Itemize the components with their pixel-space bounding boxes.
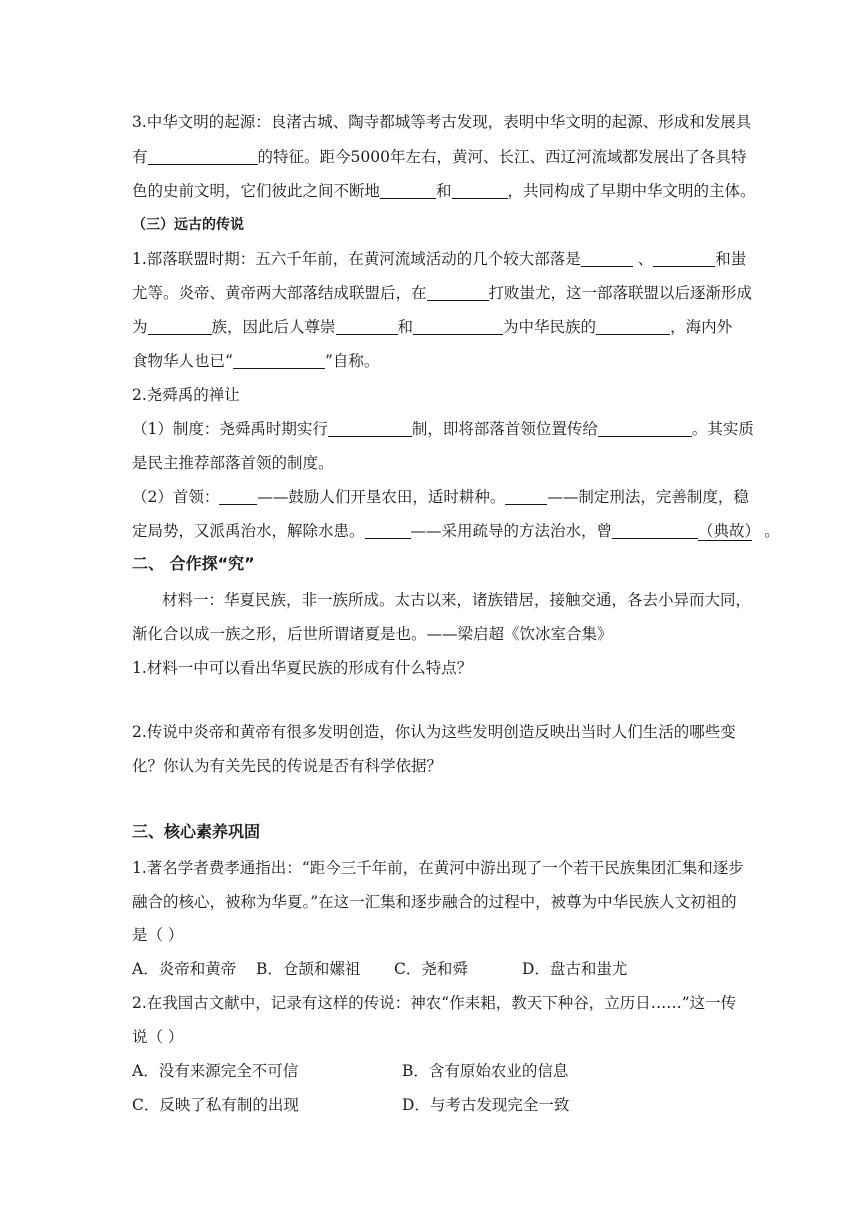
text-segment: 。 bbox=[764, 522, 780, 540]
question-line: 1.著名学者费孝通指出：“距今三千年前，在黄河中游出现了一个若干民族集团汇集和逐步 bbox=[132, 859, 744, 877]
fill-blank bbox=[148, 318, 212, 335]
text-segment: ——采用疏导的方法治水，曾 bbox=[410, 522, 613, 540]
text-segment: （1）制度：尧舜禹时期实行 bbox=[132, 420, 328, 438]
text-segment: （典故） bbox=[698, 522, 753, 540]
text-segment: 色的史前文明，它们彼此之间不断地 bbox=[132, 182, 381, 200]
material-line: 渐化合以成一族之形，后世所谓诸夏是也。——梁启超《饮冰室合集》 bbox=[132, 625, 613, 643]
text-segment: 1.部落联盟时期：五六千年前，在黄河流域活动的几个较大部落是 bbox=[132, 250, 581, 268]
paragraph-line: 是民主推荐部落首领的制度。 bbox=[132, 454, 334, 472]
text-segment: ——制定刑法，完善制度，稳 bbox=[547, 488, 749, 506]
material-line: 材料一：华夏民族，非一族所成。太古以来，诸族错居，接触交通，各去小异而大同， bbox=[162, 591, 752, 609]
text-segment: 。其实质 bbox=[691, 420, 754, 438]
text-segment: 打败蚩尤，这一部落联盟以后逐渐形成 bbox=[488, 284, 753, 302]
text-segment: 为中华民族的 bbox=[503, 318, 597, 336]
question-line: 融合的核心，被称为华夏。”在这一汇集和逐步融合的过程中，被尊为中华民族人文初祖的 bbox=[132, 893, 737, 911]
text-segment: 族，因此后人尊崇 bbox=[211, 318, 336, 336]
section-title: 三、核心素养巩固 bbox=[132, 822, 261, 841]
option-d: D．与考古发现完全一致 bbox=[402, 1096, 570, 1114]
option-a: A．没有来源完全不可信 bbox=[132, 1062, 299, 1080]
paragraph-line bbox=[132, 487, 749, 507]
question-line: 是（ ） bbox=[132, 926, 184, 944]
paragraph-line bbox=[132, 351, 379, 371]
fill-blank bbox=[452, 182, 508, 199]
question-line: 1.材料一中可以看出华夏民族的形成有什么特点？ bbox=[132, 659, 473, 677]
fill-blank bbox=[328, 420, 412, 437]
text-segment: ——鼓励人们开垦农田，适时耕种。 bbox=[257, 488, 506, 506]
question-line: 2.传说中炎帝和黄帝有很多发明创造，你认为这些发明创造反映出当时人们生活的哪些变 bbox=[132, 723, 736, 741]
fill-blank bbox=[581, 250, 633, 267]
paragraph-line bbox=[132, 147, 746, 167]
option-c: C．反映了私有制的出现 bbox=[132, 1096, 299, 1114]
paragraph-line bbox=[132, 521, 780, 541]
fill-blank bbox=[148, 148, 258, 165]
text-segment: 有 bbox=[132, 148, 148, 166]
text-segment: 定局势，又派禹治水，解除水患。 bbox=[132, 522, 365, 540]
text-segment: ，海内外 bbox=[670, 318, 733, 336]
fill-blank bbox=[380, 182, 436, 199]
paragraph-line bbox=[132, 419, 754, 439]
fill-blank bbox=[505, 488, 547, 505]
text-segment: ”自称。 bbox=[324, 352, 380, 370]
paragraph-line bbox=[132, 317, 732, 337]
option-b: B．仓颉和嫘祖 bbox=[256, 960, 361, 978]
paragraph-line bbox=[132, 249, 746, 269]
paragraph-line: 2.尧舜禹的禅让 bbox=[132, 386, 240, 404]
fill-blank bbox=[219, 488, 257, 505]
question-line: 化？你认为有关先民的传说是否有科学依据？ bbox=[132, 757, 443, 775]
fill-blank bbox=[612, 522, 698, 539]
question-line: 说（ ） bbox=[132, 1028, 184, 1046]
option-c: C．尧和舜 bbox=[394, 960, 468, 978]
text-segment: 食物华人也已“ bbox=[132, 352, 233, 370]
option-b: B．含有原始农业的信息 bbox=[402, 1062, 569, 1080]
text-segment: 为 bbox=[132, 318, 148, 336]
fill-blank bbox=[336, 318, 398, 335]
paragraph-line bbox=[132, 181, 756, 201]
text-segment: 和 bbox=[397, 318, 414, 336]
question-line: 2.在我国古文献中，记录有这样的传说：神农“作耒耜，教天下种谷，立历日……”这一传 bbox=[132, 994, 737, 1012]
paragraph-line: 3.中华文明的起源：良渚古城、陶寺都城等考古发现，表明中华文明的起源、形成和发展具 bbox=[132, 113, 752, 131]
fill-blank bbox=[598, 420, 692, 437]
text-segment: （2）首领： bbox=[132, 488, 220, 506]
subsection-title: （三）远古的传说 bbox=[132, 217, 244, 233]
section-title: 二、 合作探“究” bbox=[132, 554, 255, 573]
text-segment: 和 bbox=[436, 182, 452, 200]
paragraph-line bbox=[132, 283, 752, 303]
text-segment: 制，即将部落首领位置传给 bbox=[411, 420, 598, 438]
fill-blank bbox=[653, 250, 715, 267]
fill-blank bbox=[413, 318, 503, 335]
text-segment: ，共同构成了早期中华文明的主体。 bbox=[507, 182, 756, 200]
fill-blank bbox=[233, 352, 325, 369]
text-segment: 尤等。炎帝、黄帝两大部落结成联盟后，在 bbox=[132, 284, 427, 302]
text-segment: 和蚩 bbox=[715, 250, 747, 268]
fill-blank bbox=[427, 284, 489, 301]
fill-blank bbox=[365, 522, 411, 539]
option-d: D．盘古和蚩尤 bbox=[522, 960, 628, 978]
text-segment: 、 bbox=[637, 250, 654, 268]
option-a: A．炎帝和黄帝 bbox=[132, 960, 237, 978]
text-segment: 的特征。距今5000年左右，黄河、长江、西辽河流域都发展出了各具特 bbox=[257, 148, 747, 166]
fill-blank bbox=[596, 318, 670, 335]
